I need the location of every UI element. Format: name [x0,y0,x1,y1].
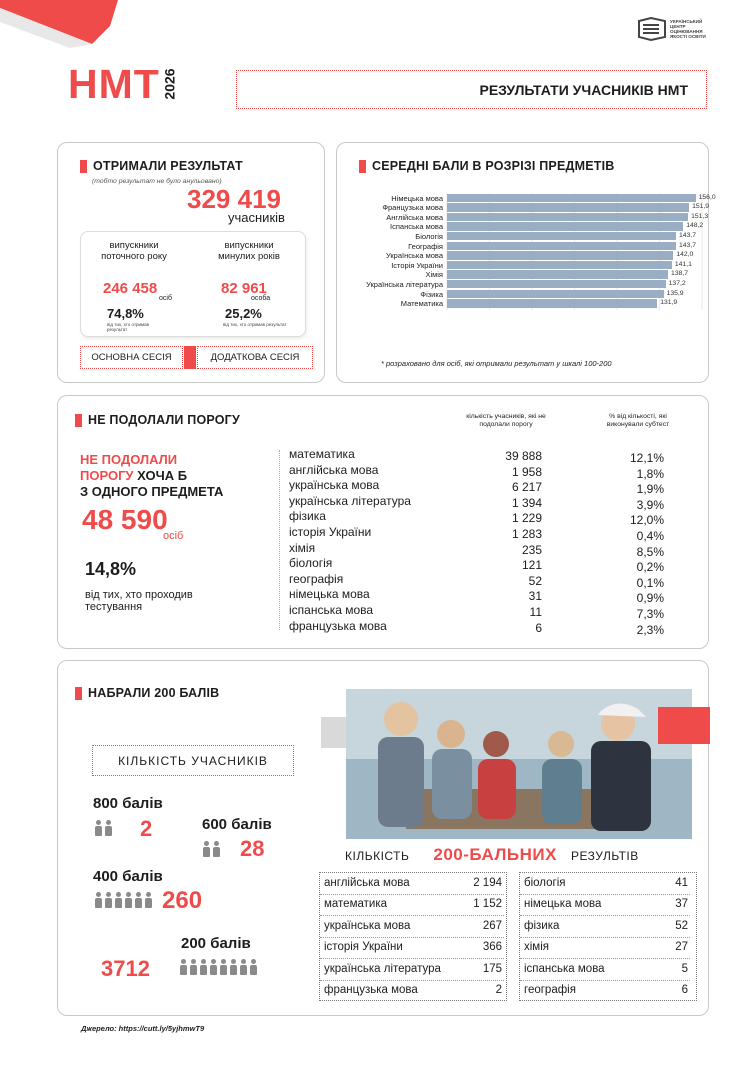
top200-row-value: 366 [482,941,502,954]
chart-value-label: 143,7 [679,241,697,249]
threshold-row-subject: біологія [289,556,333,571]
chart-category-label: Історія України [391,260,443,270]
threshold-headline-line2-rest: ХОЧА Б [133,468,188,483]
threshold-row-count: 121 [521,558,542,573]
org-logo [637,17,706,41]
top200-row-subject: французька мова [324,984,418,996]
threshold-row-subject: німецька мова [289,587,370,602]
past-grads-pct-note: від тих, хто отримав результат [223,322,287,327]
results-title: ОТРИМАЛИ РЕЗУЛЬТАТ [80,159,243,173]
top200-row-value: 52 [675,919,688,932]
page-title: РЕЗУЛЬТАТИ УЧАСНИКІВ НМТ [479,81,688,98]
chart-bar [447,299,657,308]
chart-bar [447,251,673,260]
threshold-row-count: 52 [528,573,542,588]
top200-row-subject: іспанська мова [524,962,605,975]
group-400-value: 260 [162,887,203,914]
current-grads-pct: 74,8% [107,306,144,321]
threshold-row-subject: іспанська мова [289,603,374,617]
threshold-row-subject: англійська мова [289,462,379,477]
top200-row-subject: англійська мова [324,877,410,889]
past-grads-unit: особа [251,295,271,302]
threshold-row-pct: 3,9% [636,497,664,512]
top200-row-subject: українська мова [324,919,411,932]
chart-value-label: 135,9 [666,289,684,297]
threshold-row-count: 1 958 [511,464,542,479]
source-footer: Джерело: https://cutt.ly/5yjhmwT9 [81,1024,205,1033]
group-600-value: 28 [240,836,265,861]
chart-value-label: 151,3 [691,212,709,220]
main-session-label: ОСНОВНА СЕСІЯ [80,346,183,369]
threshold-row-count: 39 888 [505,449,542,463]
threshold-row-count: 235 [521,542,542,557]
threshold-title: НЕ ПОДОЛАЛИ ПОРОГУ [75,413,240,427]
threshold-row-pct: 1,9% [636,482,664,497]
chart-category-label: Французька мова [382,203,443,213]
chart-bar [447,270,668,279]
org-name-1: УКРАЇНСЬКИЙ [670,18,703,24]
top200-row-value: 2 [495,984,502,996]
nmt-logo-text: НМТ [68,60,160,107]
chart-category-label: Українська мова [385,251,443,261]
threshold-row-pct: 12,0% [629,513,664,528]
top200-row-subject: фізика [524,919,560,932]
top200-row-subject: українська література [324,962,441,975]
chart-bar [447,242,676,251]
current-grads-pct-note: від тих, хто отримав результат [107,322,150,332]
top200-row-value: 175 [482,962,502,975]
chart-category-label: Англійська мова [386,212,443,222]
results-count-title: КІЛЬКІСТЬ 200-БАЛЬНИХ РЕЗУЛЬТІВ [345,845,639,864]
averages-chart [337,193,716,343]
chart-category-label: Фізика [420,289,443,299]
averages-title: СЕРЕДНІ БАЛИ В РОЗРІЗІ ПРЕДМЕТІВ [359,159,615,173]
top200-row-subject: математика [324,898,388,911]
results-note: (тобто результат не було анульовано) [92,178,222,185]
nmt-logo-year: 2026 [161,68,178,100]
chart-value-label: 141,1 [674,260,692,268]
threshold-row-subject: українська мова [289,478,380,493]
threshold-table [58,396,710,650]
past-grads-pct: 25,2% [225,306,262,321]
top200-row-subject: біологія [524,877,566,889]
top200-row-value: 2 194 [473,877,502,889]
threshold-row-pct: 12,1% [629,451,664,465]
past-grads-label: випускники минулих років [218,240,280,262]
chart-category-label: Іспанська мова [390,222,443,232]
threshold-row-count: 1 283 [511,527,542,541]
chart-bar [447,261,672,270]
threshold-row-count: 6 217 [511,480,542,495]
chart-value-label: 137,2 [668,279,686,287]
top200-row-value: 267 [482,919,502,932]
threshold-row-pct: 8,5% [636,544,664,559]
threshold-row-pct: 0,2% [636,560,664,575]
results-total: 329 419 [187,184,281,214]
averages-footnote: * розраховано для осіб, які отримали результат у шкалі 100-200 [381,359,612,368]
threshold-row-pct: 2,3% [636,622,664,637]
group-200-value: 3712 [101,956,150,981]
chart-value-label: 156,0 [698,193,716,201]
threshold-row-subject: французька мова [289,618,387,633]
threshold-row-subject: українська література [289,493,411,508]
threshold-row-subject: історія України [289,525,372,539]
chart-category-label: Німецька мова [391,193,443,203]
session-divider [184,346,196,369]
chart-category-label: Біологія [415,231,443,241]
page-title-box [236,70,707,109]
threshold-total: 48 590 [82,504,168,535]
extra-session-label: ДОДАТКОВА СЕСІЯ [197,346,313,369]
top200-row-value: 37 [675,898,688,911]
threshold-row-subject: математика [289,447,355,461]
chart-value-label: 131,9 [660,299,678,307]
group-200-label: 200 балів [181,935,251,952]
org-name-3: ОЦІНЮВАННЯ [670,29,703,34]
chart-bar [447,280,666,289]
top200-card [57,660,709,1016]
chart-category-label: Хімія [425,270,443,280]
chart-bar [447,194,696,203]
threshold-col1-header: кількість учасників, які не подолали порогу [466,413,546,428]
threshold-row-count: 1 394 [511,495,542,510]
chart-value-label: 138,7 [671,270,689,278]
past-grads-value: 82 961 [221,280,267,297]
chart-bar [447,290,664,299]
threshold-row-count: 31 [528,589,542,604]
top200-row-subject: хімія [524,941,549,954]
nmt-logo [68,62,185,106]
threshold-row-pct: 0,9% [636,591,664,606]
threshold-row-pct: 1,8% [636,466,664,481]
org-name-4: ЯКОСТІ ОСВІТИ [670,34,706,40]
chart-category-label: Українська література [366,279,443,289]
top200-row-value: 41 [675,877,688,889]
threshold-row-subject: хімія [289,540,316,555]
group-800-value: 2 [140,816,153,841]
top200-title: НАБРАЛИ 200 БАЛІВ [75,686,219,700]
chart-value-label: 148,2 [686,222,704,230]
current-grads-label: випускники поточного року [101,240,167,262]
threshold-row-count: 1 229 [511,511,542,526]
chart-bar [447,222,683,231]
threshold-row-subject: географія [289,571,344,586]
top200-row-subject: німецька мова [524,898,602,911]
corner-decoration [0,0,130,50]
threshold-row-count: 6 [535,620,542,635]
threshold-headline-line2-red: ПОРОГУ [80,468,134,483]
threshold-row-pct: 0,1% [636,575,664,590]
threshold-total-unit: осіб [163,530,184,542]
threshold-row-count: 11 [529,605,542,619]
results-total-unit: учасників [228,210,285,225]
threshold-pct: 14,8% [85,559,137,579]
group-600-label: 600 балів [202,816,272,833]
chart-bar [447,203,689,212]
org-logo-icon [637,17,667,41]
chart-category-label: Математика [400,299,443,309]
results-inner-box [80,231,306,337]
chart-bar [447,213,688,222]
chart-category-label: Географія [408,241,443,251]
threshold-headline-line1: НЕ ПОДОЛАЛИ [80,452,178,467]
threshold-card [57,395,709,649]
threshold-col2-header: % від кількості, які виконували субтест [606,413,670,428]
group-400-label: 400 балів [93,868,163,885]
chart-value-label: 151,9 [692,203,710,211]
threshold-row-pct: 7,3% [636,607,664,621]
threshold-headline-line3: З ОДНОГО ПРЕДМЕТА [80,484,224,499]
chart-bar [447,232,676,241]
threshold-row-pct: 0,4% [636,529,664,543]
org-name-2: ЦЕНТР [670,23,686,29]
threshold-row-subject: фізика [289,509,326,524]
current-grads-unit: осіб [159,295,172,302]
top200-row-subject: історія України [324,941,403,954]
chart-value-label: 143,7 [679,231,697,239]
chart-value-label: 142,0 [676,251,694,259]
top200-row-value: 6 [681,984,688,996]
top200-row-value: 27 [675,941,688,954]
count-label-box: КІЛЬКІСТЬ УЧАСНИКІВ [92,745,294,776]
top200-row-value: 5 [681,962,688,975]
averages-card [336,142,716,383]
top200-row-value: 1 152 [473,898,502,911]
current-grads-value: 246 458 [103,280,158,297]
results-card [57,142,325,383]
group-800-label: 800 балів [93,795,163,812]
threshold-pct-note: від тих, хто проходив тестування [85,589,193,613]
top200-row-subject: географія [524,984,576,996]
